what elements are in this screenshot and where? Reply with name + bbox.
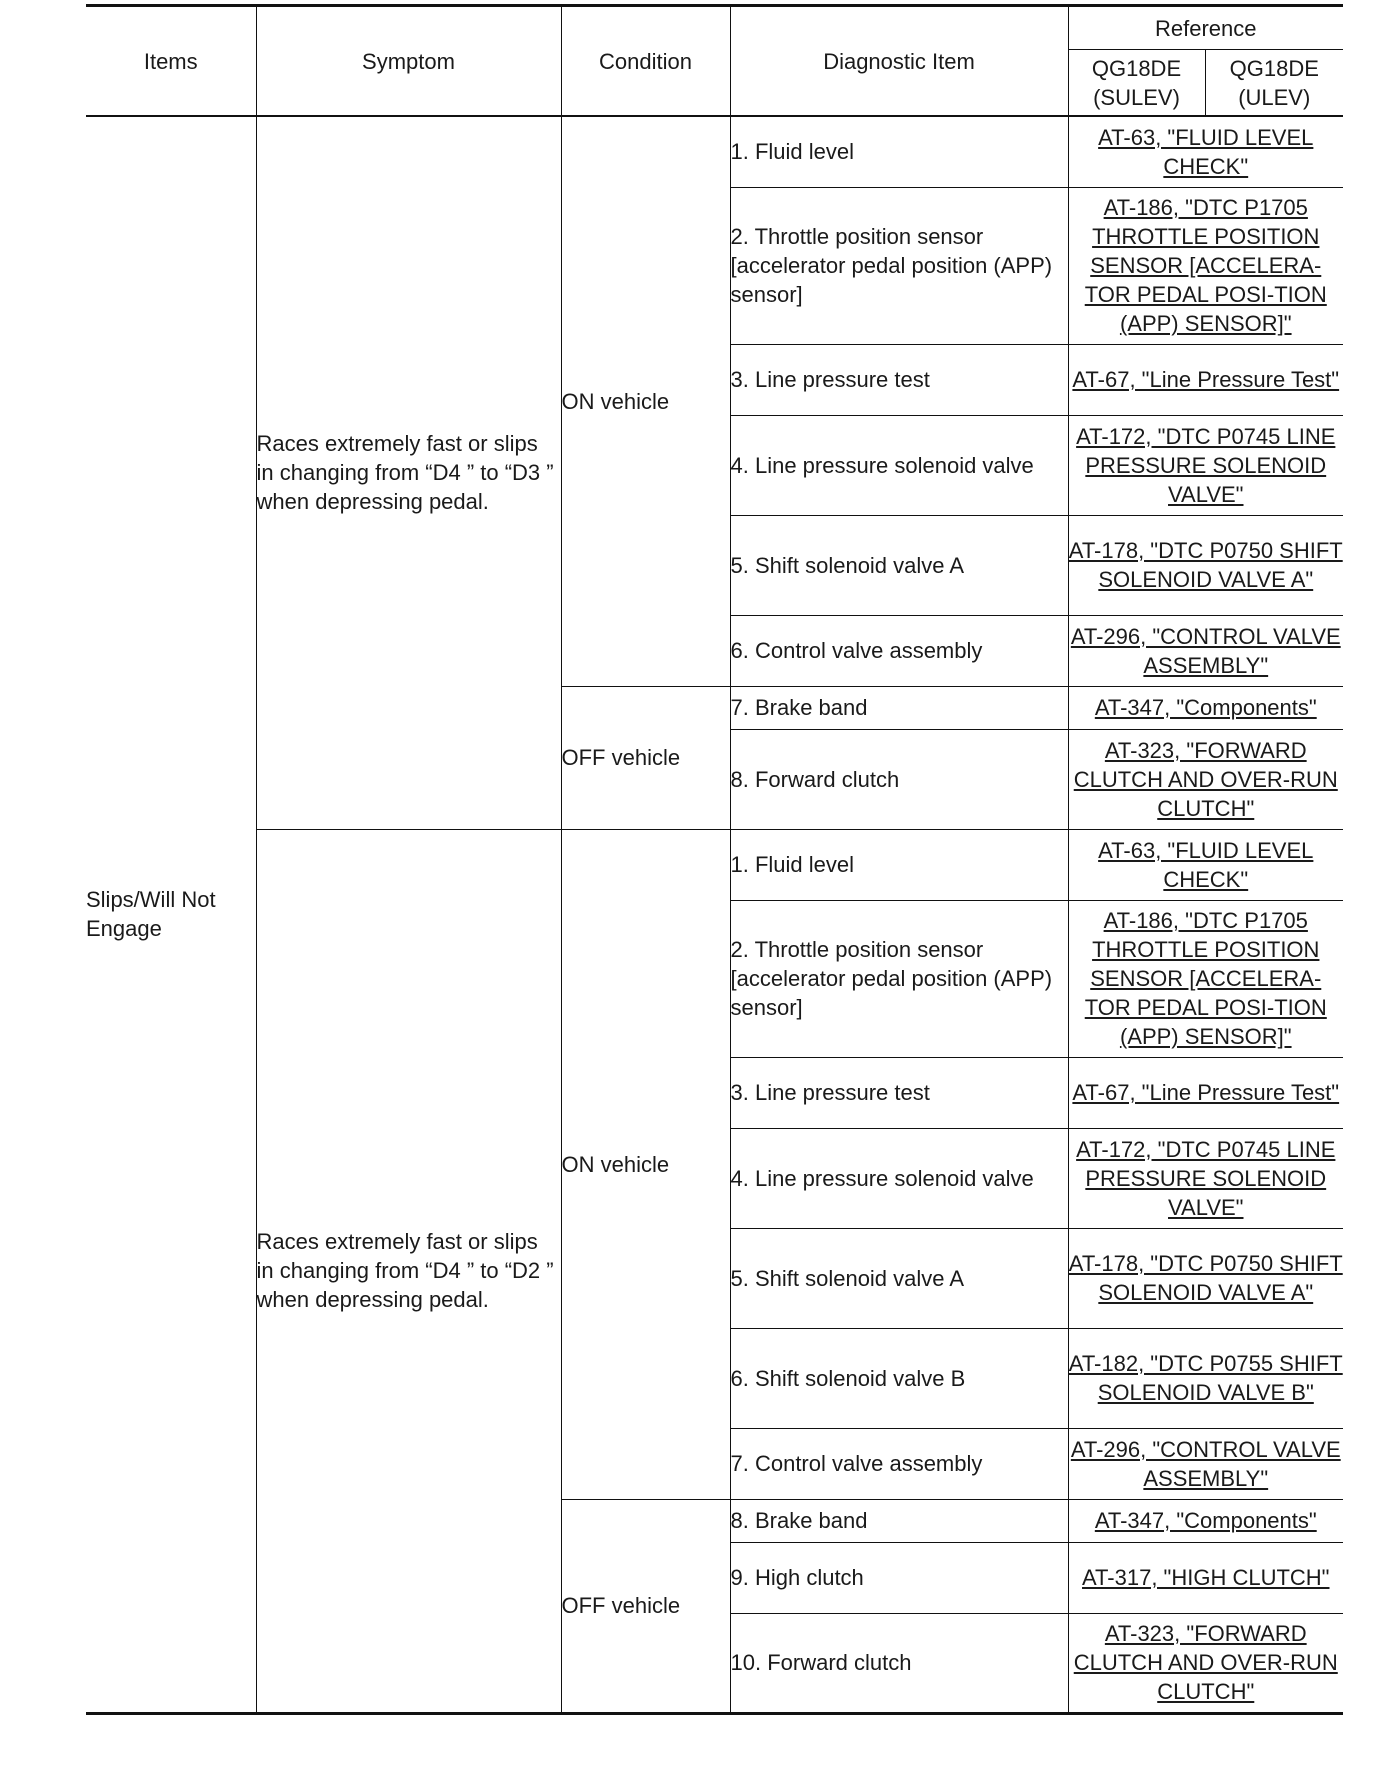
diag-item: 7. Brake band — [730, 686, 1068, 729]
diag-item: 1. Fluid level — [730, 829, 1068, 900]
reference-link[interactable]: AT-317, "HIGH CLUTCH" — [1068, 1542, 1343, 1613]
reference-link[interactable]: AT-323, "FORWARD CLUTCH AND OVER-RUN CLUTCH" — [1068, 729, 1343, 829]
diag-item: 4. Line pressure solenoid valve — [730, 415, 1068, 515]
reference-link[interactable]: AT-63, "FLUID LEVEL CHECK" — [1068, 116, 1343, 187]
symptom-d4-d2: Races extremely fast or slips in changing from “D4 ” to “D2 ” when depressing pedal. — [256, 829, 561, 1713]
reference-link[interactable]: AT-182, "DTC P0755 SHIFT SOLENOID VALVE B" — [1068, 1328, 1343, 1428]
header-diagnostic-item: Diagnostic Item — [730, 6, 1068, 117]
diag-item: 3. Line pressure test — [730, 1057, 1068, 1128]
diag-item: 10. Forward clutch — [730, 1613, 1068, 1713]
diag-item: 6. Control valve assembly — [730, 615, 1068, 686]
symptom-d4-d3: Races extremely fast or slips in changing from “D4 ” to “D3 ” when depressing pedal. — [256, 116, 561, 829]
reference-link[interactable]: AT-178, "DTC P0750 SHIFT SOLENOID VALVE A" — [1068, 515, 1343, 615]
diag-item: 4. Line pressure solenoid valve — [730, 1128, 1068, 1228]
condition-on-vehicle: ON vehicle — [561, 829, 730, 1499]
header-reference: Reference — [1068, 6, 1343, 50]
header-items: Items — [86, 6, 256, 117]
diag-item: 5. Shift solenoid valve A — [730, 1228, 1068, 1328]
reference-link[interactable]: AT-186, "DTC P1705 THROTTLE POSITION SENSOR [ACCELERA-TOR PEDAL POSI-TION (APP) SENSOR]" — [1068, 900, 1343, 1057]
condition-off-vehicle: OFF vehicle — [561, 1499, 730, 1713]
header-condition: Condition — [561, 6, 730, 117]
diag-item: 2. Throttle position sensor [accelerator pedal position (APP) sensor] — [730, 900, 1068, 1057]
condition-off-vehicle: OFF vehicle — [561, 686, 730, 829]
reference-link[interactable]: AT-347, "Components" — [1068, 686, 1343, 729]
reference-link[interactable]: AT-323, "FORWARD CLUTCH AND OVER-RUN CLUTCH" — [1068, 1613, 1343, 1713]
header-ulev: QG18DE (ULEV) — [1205, 50, 1343, 117]
items-cell: Slips/Will Not Engage — [86, 116, 256, 1713]
header-symptom: Symptom — [256, 6, 561, 117]
reference-link[interactable]: AT-186, "DTC P1705 THROTTLE POSITION SENSOR [ACCELERA-TOR PEDAL POSI-TION (APP) SENSOR]" — [1068, 187, 1343, 344]
condition-on-vehicle: ON vehicle — [561, 116, 730, 686]
diag-item: 3. Line pressure test — [730, 344, 1068, 415]
diagnostic-table — [86, 4, 1343, 1715]
reference-link[interactable]: AT-67, "Line Pressure Test" — [1068, 344, 1343, 415]
reference-link[interactable]: AT-347, "Components" — [1068, 1499, 1343, 1542]
header-sulev: QG18DE (SULEV) — [1068, 50, 1205, 117]
reference-link[interactable]: AT-178, "DTC P0750 SHIFT SOLENOID VALVE A" — [1068, 1228, 1343, 1328]
diag-item: 8. Brake band — [730, 1499, 1068, 1542]
reference-link[interactable]: AT-67, "Line Pressure Test" — [1068, 1057, 1343, 1128]
diag-item: 1. Fluid level — [730, 116, 1068, 187]
diag-item: 9. High clutch — [730, 1542, 1068, 1613]
reference-link[interactable]: AT-172, "DTC P0745 LINE PRESSURE SOLENOID VALVE" — [1068, 1128, 1343, 1228]
diag-item: 2. Throttle position sensor [accelerator pedal position (APP) sensor] — [730, 187, 1068, 344]
reference-link[interactable]: AT-63, "FLUID LEVEL CHECK" — [1068, 829, 1343, 900]
diag-item: 8. Forward clutch — [730, 729, 1068, 829]
reference-link[interactable]: AT-296, "CONTROL VALVE ASSEMBLY" — [1068, 1428, 1343, 1499]
diag-item: 5. Shift solenoid valve A — [730, 515, 1068, 615]
diag-item: 7. Control valve assembly — [730, 1428, 1068, 1499]
diag-item: 6. Shift solenoid valve B — [730, 1328, 1068, 1428]
reference-link[interactable]: AT-172, "DTC P0745 LINE PRESSURE SOLENOID VALVE" — [1068, 415, 1343, 515]
reference-link[interactable]: AT-296, "CONTROL VALVE ASSEMBLY" — [1068, 615, 1343, 686]
